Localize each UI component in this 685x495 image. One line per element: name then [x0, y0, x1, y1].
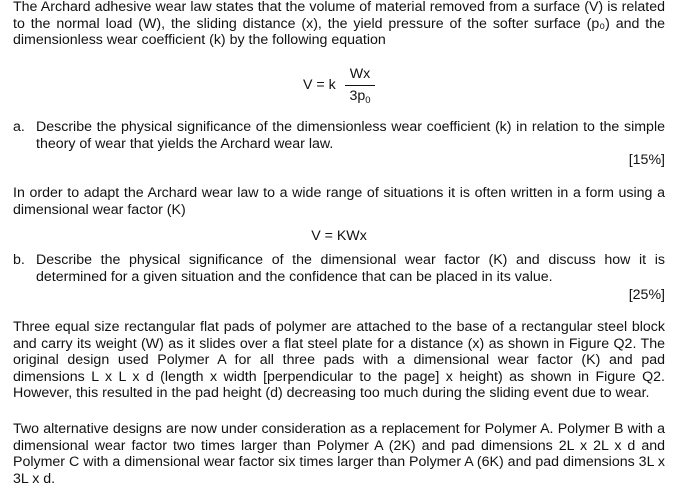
question-a-text: Describe the physical significance of the dimensionless wear coefficient (k) in relation to the simple theory of wear that yields the Archard wear law. [36, 119, 665, 152]
intro-paragraph: The Archard adhesive wear law states that the volume of material removed from a surface (V) is related to the normal load (W), the sliding distance (x), the yield pressure of the softer surface (p₀) and the dimensionless wear coefficient (k) by the following equation [13, 0, 665, 49]
paragraph-wear-factor: In order to adapt the Archard wear law to a wide range of situations it is often written in a form using a dimensional wear factor (K) [13, 185, 665, 218]
paragraph-alternative-designs: Two alternative designs are now under consideration as a replacement for Polymer A. Polymer B with a dimensional wear factor two times larger than Polymer A (2K) and pad dimensions 2L x 2L x d and Polymer C with a dimensional wear factor six times larger than Polymer A (6K) and pad dimensions 3L x 3L x d. [13, 421, 665, 487]
equation-numerator: Wx [349, 66, 371, 82]
equation-lhs: V = k [303, 77, 336, 93]
archard-equation [303, 66, 423, 112]
question-b [13, 252, 665, 285]
question-a [13, 119, 665, 152]
question-a-label: a. [13, 119, 25, 135]
question-b-marks: [25%] [628, 287, 665, 303]
denominator-subscript: 0 [365, 95, 371, 106]
denominator-main: 3p [349, 88, 366, 104]
equation-denominator [345, 88, 375, 107]
paragraph-polymer-pads: Three equal size rectangular flat pads of polymer are attached to the base of a rectangular steel block and carry its weight (W) as it slides over a flat steel plate for a distance (x) as shown in Figure Q2. The original design used Polymer A for all three pads with a dimensional wear factor (K) and pad dimensions L x L x d (length x width [perpendicular to the page] x height) as shown in Figure Q2. However, this resulted in the pad height (d) decreasing too much during the sliding event due to wear. [13, 319, 665, 402]
question-a-marks: [15%] [628, 152, 665, 168]
question-b-text: Describe the physical significance of the dimensional wear factor (K) and discuss how it is determined for a given situation and the confidence that can be placed in its value. [36, 252, 665, 285]
fraction-bar [345, 85, 375, 86]
question-b-label: b. [13, 252, 25, 268]
wear-factor-equation: V = KWx [311, 228, 367, 244]
